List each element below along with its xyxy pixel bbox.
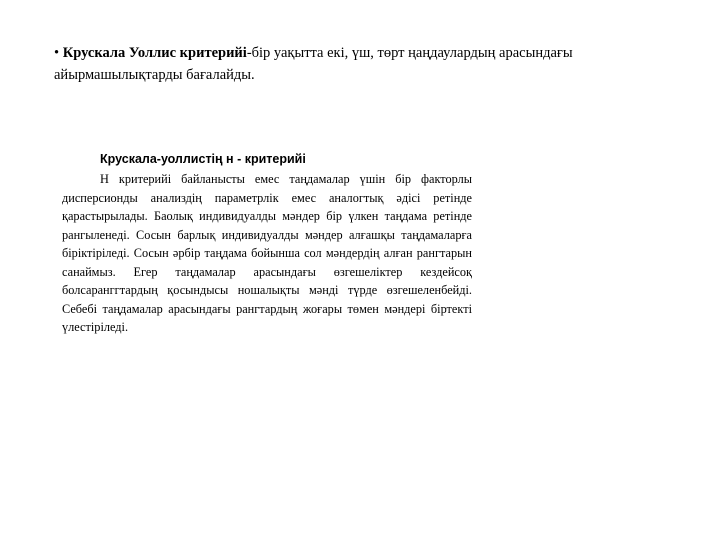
intro-paragraph xyxy=(54,42,674,86)
intro-definition: -бір уақытта екі, үш, төрт ңаңдаулардың арасындағы айырмашылықтарды бағалайды. xyxy=(54,45,573,83)
criterion-card xyxy=(62,150,472,337)
intro-term: Крускала Уоллис критерийі xyxy=(62,45,247,61)
card-heading: Крускала-уоллистің н - критерийі xyxy=(100,152,306,166)
card-body-text: Н критерийі байланысты емес таңдамалар үшін бір факторлы дисперсионды анализдің параметрлік емес аналогтық әдісі ретінде қарастырылады. Баолық индивидуалды мәндер бір үлкен таңдама ретінде рангыленеді. Сосын барлық индивидуалды мәндер алғашқы таңдамаларға біріктіріледі. Сосын әрбір таңдама бойынша сол мәндердің алған рангтарын санаймыз. Егер таңдамалар арасындағы өзгешеліктер кездейсоқ болсаранггтардың қосындысы ношалықты мәнді түрде өзгешеленбейді. Себебі таңдамалар арасындағы рангтардың жоғары төмен мәндері біртекті үлестіріледі. xyxy=(62,172,472,334)
bullet-marker: • xyxy=(54,45,60,61)
